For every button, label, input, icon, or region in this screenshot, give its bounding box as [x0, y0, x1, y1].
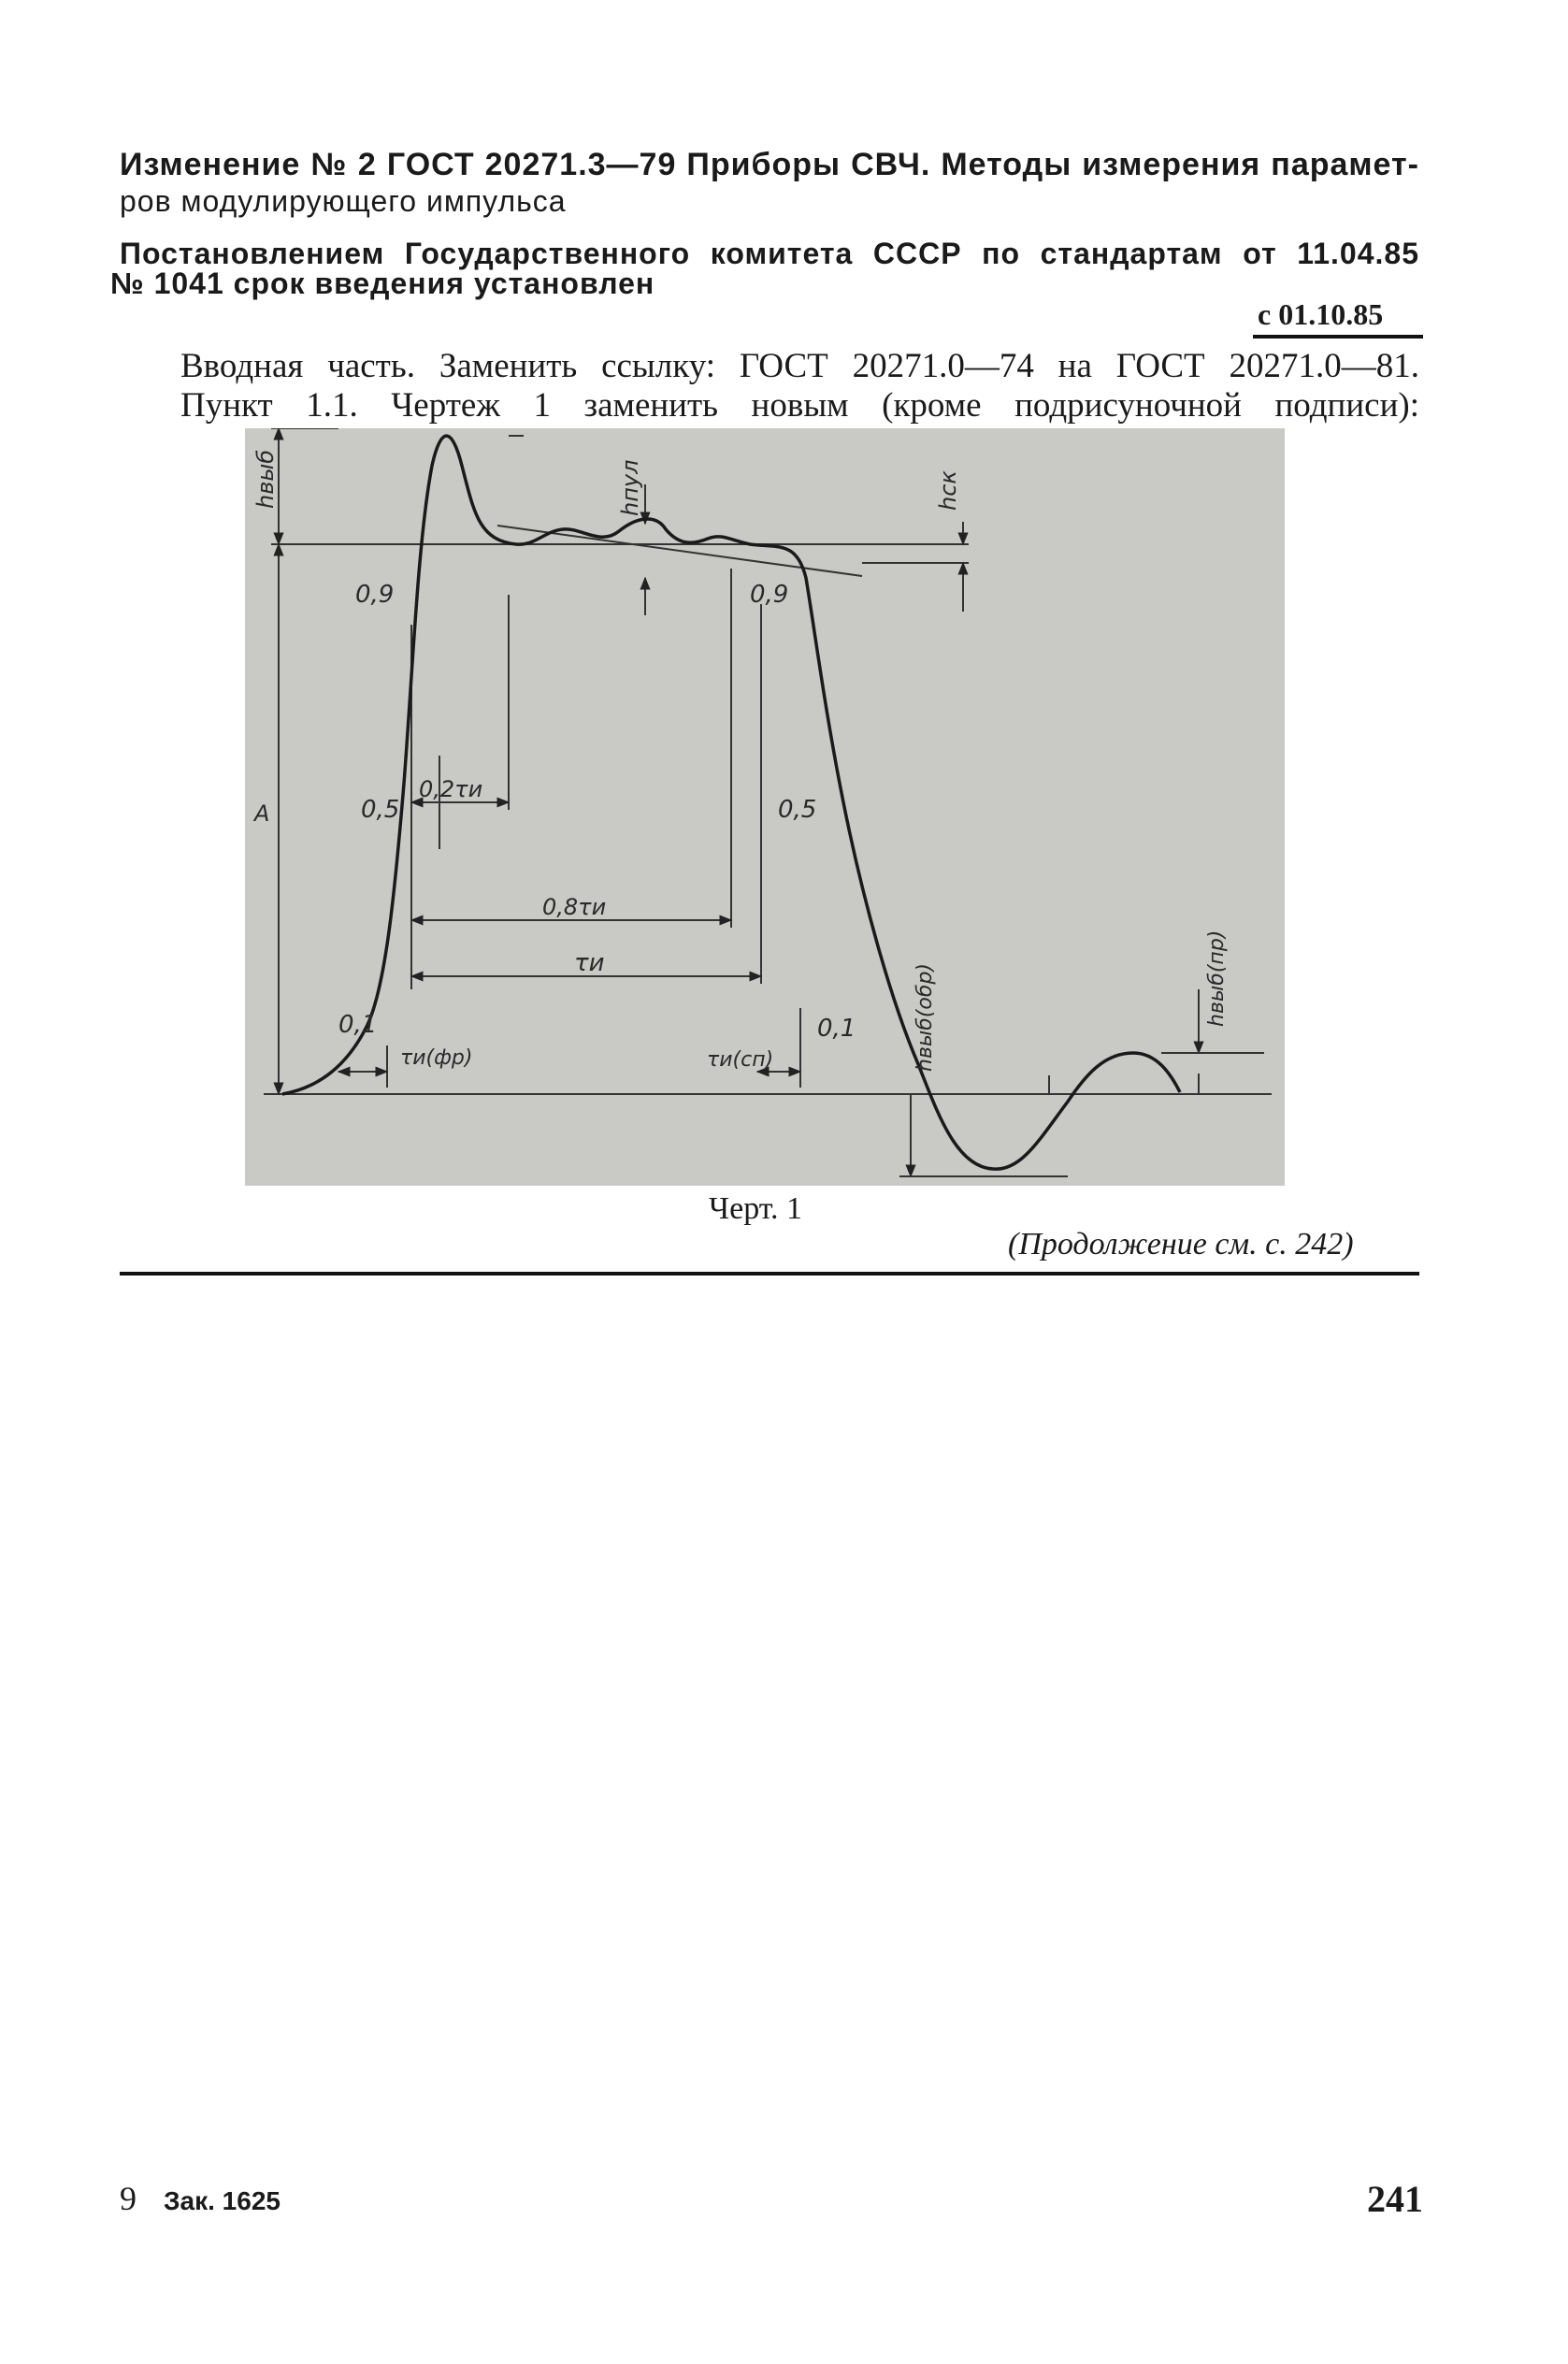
level-05-left-label: 0,5: [361, 796, 400, 824]
overshoot-backswing-label: hвыб(пр): [1205, 930, 1229, 1027]
tau-02-label: 0,2τи: [419, 776, 483, 802]
amendment-title-line2: ров модулирующего импульса: [120, 184, 567, 218]
overshoot-label: hвыб: [252, 449, 279, 509]
effective-date-underline: [1253, 335, 1423, 339]
tau-fall-label: τи(сп): [707, 1048, 774, 1072]
decree-line2: № 1041 срок введения установлен: [110, 267, 655, 300]
backswing-label: hвыб(обр): [913, 962, 937, 1072]
section-divider: [120, 1272, 1419, 1276]
amplitude-label: A: [254, 800, 270, 827]
level-09-right-label: 0,9: [750, 581, 789, 609]
clause-paragraph: Пункт 1.1. Чертеж 1 заменить новым (кроме подрисуночной подписи):: [180, 386, 1419, 425]
continuation-note: (Продолжение см. с. 242): [1008, 1227, 1354, 1261]
pulsation-label: hпул: [617, 459, 643, 516]
level-01-right-label: 0,1: [817, 1015, 856, 1043]
figure-caption: Черт. 1: [709, 1191, 803, 1226]
amendment-title-line1: Изменение № 2 ГОСТ 20271.3—79 Приборы СВЧ. Методы измерения парамет-: [120, 147, 1419, 182]
level-01-left-label: 0,1: [338, 1011, 378, 1039]
folio-number: 9: [120, 2180, 137, 2217]
level-05-right-label: 0,5: [778, 796, 817, 824]
pulse-diagram-figure: [245, 428, 1285, 1186]
order-number: Зак. 1625: [164, 2186, 281, 2215]
level-09-left-label: 0,9: [355, 581, 395, 609]
intro-paragraph: Вводная часть. Заменить ссылку: ГОСТ 20271.0—74 на ГОСТ 20271.0—81.: [180, 347, 1419, 385]
effective-date: с 01.10.85: [1258, 297, 1384, 331]
tau-i-label: τи: [574, 949, 605, 977]
pulse-diagram: [245, 428, 1285, 1186]
tau-08-label: 0,8τи: [542, 894, 607, 920]
page-number: 241: [1367, 2178, 1423, 2220]
tau-front-label: τи(фр): [400, 1046, 473, 1070]
droop-label: hск: [935, 470, 961, 511]
decree-line1: Постановлением Государственного комитета СССР по стандартам от 11.04.85: [120, 237, 1419, 270]
